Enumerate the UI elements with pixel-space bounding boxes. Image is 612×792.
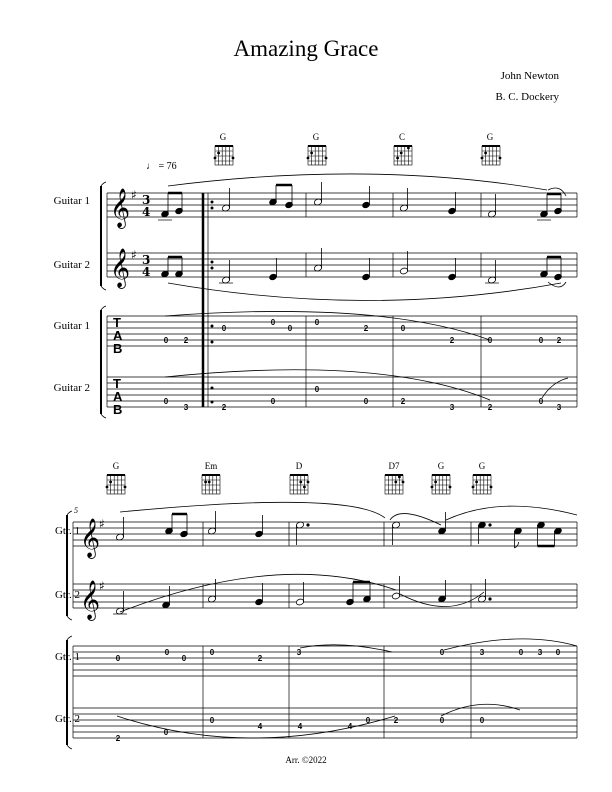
staff-label-gtr2: Gtr. 2 <box>54 589 80 601</box>
tab-clef-icon: T <box>113 315 121 330</box>
tab-note: 2 <box>400 397 406 406</box>
chord-name: G <box>219 132 227 142</box>
tab-note: 0 <box>439 648 445 657</box>
tab-note: 2 <box>183 336 189 345</box>
tab-note: 3 <box>183 403 189 412</box>
measure-number: 5 <box>74 506 78 515</box>
chord-diagram-icon <box>215 146 233 165</box>
staff-label-gtr1: Gtr. 1 <box>54 525 80 537</box>
chord-diagram-icon <box>308 146 326 165</box>
svg-text:A: A <box>113 328 123 343</box>
tab-note: 4 <box>257 722 263 731</box>
tab-note: 2 <box>221 403 227 412</box>
arranger-credit: B. C. Dockery <box>495 91 559 103</box>
tab-note: 0 <box>163 728 169 737</box>
copyright-notice: Arr. ©2022 <box>285 755 327 765</box>
tab-label-guitar2: Guitar 2 <box>53 382 90 394</box>
tab-numbers-gtr1 <box>116 648 561 663</box>
svg-text:4: 4 <box>142 265 151 279</box>
chord-diagram-icon <box>432 475 450 494</box>
tab-note: 0 <box>400 324 406 333</box>
svg-text:3: 3 <box>142 253 151 267</box>
tab-note: 0 <box>479 716 485 725</box>
tab-note: 0 <box>115 654 121 663</box>
tab-note: 3 <box>479 648 485 657</box>
tab-note: 0 <box>221 324 227 333</box>
tab-note: 0 <box>365 716 371 725</box>
tempo-marking: ♩ = 76 <box>146 161 177 172</box>
notes-gtr2 <box>115 576 491 615</box>
sharp-icon: ♯ <box>131 248 137 262</box>
tab-note: 0 <box>209 648 215 657</box>
treble-clef-icon: 𝄞 <box>80 518 101 558</box>
notes-guitar2 <box>161 248 562 284</box>
chord-name: G <box>478 461 486 471</box>
treble-clef-icon: 𝄞 <box>80 580 101 620</box>
svg-text:A: A <box>113 389 123 404</box>
chord-name: D7 <box>388 461 400 471</box>
tab-note: 0 <box>270 397 276 406</box>
chord-name: G <box>312 132 320 142</box>
tab-staff-gtr2 <box>73 708 577 738</box>
tab-label-gtr1: Gtr. 1 <box>54 651 80 663</box>
svg-text:4: 4 <box>142 205 151 219</box>
page-title: Amazing Grace <box>233 36 379 61</box>
tab-note: 3 <box>556 403 562 412</box>
staff-label-guitar2: Guitar 2 <box>53 259 90 271</box>
chord-name: Em <box>204 461 218 471</box>
tab-note: 0 <box>270 318 276 327</box>
tab-note: 0 <box>181 654 187 663</box>
treble-clef-icon: 𝄞 <box>110 248 131 288</box>
tab-note: 4 <box>297 722 303 731</box>
tab-note: 2 <box>449 336 455 345</box>
tab-note: 2 <box>115 734 121 743</box>
tab-note: 0 <box>163 336 169 345</box>
tab-note: 0 <box>555 648 561 657</box>
tab-note: 2 <box>393 716 399 725</box>
tab-note: 0 <box>538 397 544 406</box>
sharp-icon: ♯ <box>99 579 105 593</box>
notes-guitar1 <box>161 182 562 218</box>
tab-note: 0 <box>314 318 320 327</box>
tab-note: 2 <box>556 336 562 345</box>
treble-clef-icon: 𝄞 <box>110 188 131 228</box>
tab-note: 3 <box>296 648 302 657</box>
tab-note: 4 <box>347 722 353 731</box>
tab-note: 0 <box>363 397 369 406</box>
tab-note: 0 <box>314 385 320 394</box>
chord-name: G <box>437 461 445 471</box>
tab-label-guitar1: Guitar 1 <box>53 320 90 332</box>
staff-gtr1 <box>73 522 577 546</box>
svg-text:B: B <box>113 341 123 356</box>
tab-staff-guitar1 <box>107 316 577 346</box>
composer-credit: John Newton <box>500 70 559 82</box>
chord-name: C <box>398 132 405 142</box>
chord-name: G <box>112 461 120 471</box>
tab-note: 0 <box>487 336 493 345</box>
chord-diagram-icon <box>473 475 491 494</box>
tab-note: 0 <box>164 648 170 657</box>
tab-note: 0 <box>209 716 215 725</box>
chord-name: D <box>295 461 303 471</box>
notes-gtr1 <box>115 511 562 548</box>
tab-note: 2 <box>257 654 263 663</box>
tab-note: 2 <box>487 403 493 412</box>
tab-note: 2 <box>363 324 369 333</box>
tab-note: 0 <box>287 324 293 333</box>
tab-note: 0 <box>518 648 524 657</box>
chord-diagrams <box>107 146 500 494</box>
svg-text:B: B <box>113 402 123 417</box>
tab-label-gtr2: Gtr. 2 <box>54 713 80 725</box>
chord-diagram-icon <box>202 475 220 494</box>
chord-diagram-icon <box>107 475 125 494</box>
sharp-icon: ♯ <box>131 188 137 202</box>
tab-staff-guitar2 <box>107 377 577 407</box>
tab-note: 3 <box>449 403 455 412</box>
tab-clef-icon: T <box>113 376 121 391</box>
tab-note: 0 <box>439 716 445 725</box>
svg-text:3: 3 <box>142 193 151 207</box>
staff-gtr2 <box>73 584 577 608</box>
tab-note: 0 <box>538 336 544 345</box>
chord-diagram-icon <box>290 475 308 494</box>
staff-label-guitar1: Guitar 1 <box>53 195 90 207</box>
tab-staff-gtr1 <box>73 646 577 676</box>
chord-name: G <box>486 132 494 142</box>
tab-note: 0 <box>163 397 169 406</box>
tab-note: 3 <box>537 648 543 657</box>
chord-diagram-icon <box>482 146 500 165</box>
sharp-icon: ♯ <box>99 517 105 531</box>
